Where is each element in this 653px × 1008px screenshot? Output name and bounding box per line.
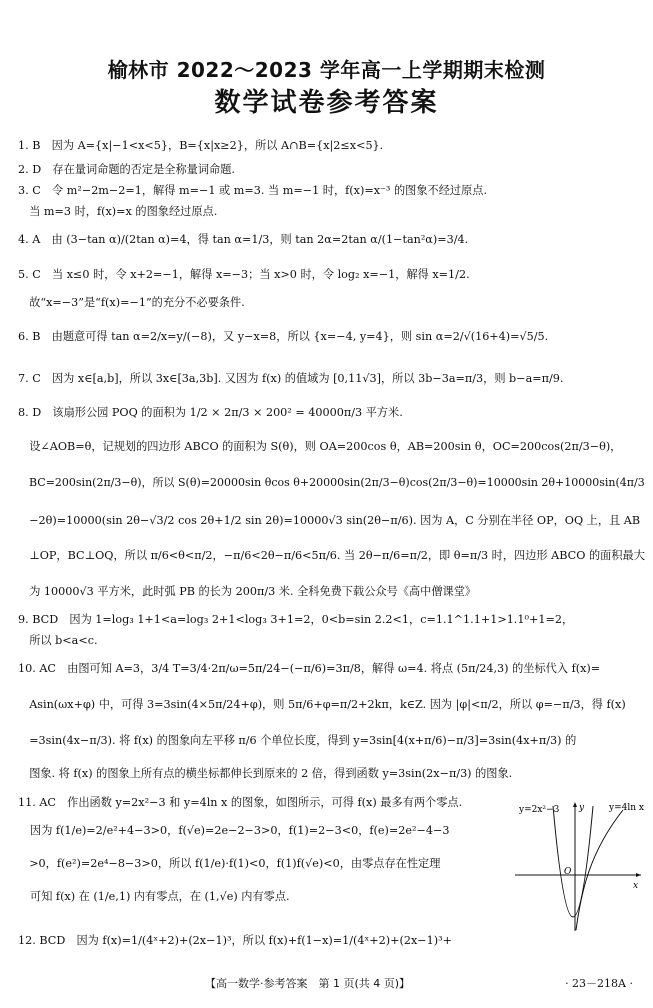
graph-label-log: y=4ln x xyxy=(609,803,644,813)
answer-line: 7. C 因为 x∈[a,b]，所以 3x∈[3a,3b]. 又因为 f(x) 的值域为 [0,11√3]，所以 3b−3a=π/3，则 b−a=π/9. xyxy=(18,372,564,385)
answer-line: >0，f(e²)=2e⁴−8−3>0，所以 f(1/e)·f(1)<0，f(1)f(√e)<0，由零点存在性定理 xyxy=(18,857,441,870)
title-line-2: 数学试卷参考答案 xyxy=(214,88,439,118)
footer-code: · 23－218A · xyxy=(565,977,633,990)
answer-line: 12. BCD 因为 f(x)=1/(4ˣ+2)+(2x−1)³，所以 f(x)+f(1−x)=1/(4ˣ+2)+(2x−1)³+ xyxy=(18,934,453,947)
answer-line: 2. D 存在量词命题的否定是全称量词命题. xyxy=(18,163,235,176)
answer-line: 图象. 将 f(x) 的图象上所有点的横坐标都伸长到原来的 2 倍，得到函数 y=3sin(2x−π/3) 的图象. xyxy=(18,767,513,780)
graph-label-origin: O xyxy=(564,867,572,877)
graph-label-parabola: y=2x²−3 xyxy=(519,805,560,815)
answer-line: 9. BCD 因为 1=log₃ 1+1<a=log₃ 2+1<log₃ 3+1=2，0<b=sin 2.2<1，c=1.1^1.1+1>1.1⁰+1=2， xyxy=(18,613,574,626)
answer-line: 所以 b<a<c. xyxy=(18,634,98,647)
function-graph xyxy=(513,798,645,933)
answer-line: ⊥OP，BC⊥OQ，所以 π/6<θ<π/2，−π/6<2θ−π/6<5π/6. 当 2θ−π/6=π/2，即 θ=π/3 时，四边形 ABCO 的面积最大 xyxy=(18,549,645,562)
answer-line: 4. A 由 (3−tan α)/(2tan α)=4，得 tan α=1/3，则 tan 2α=2tan α/(1−tan²α)=3/4. xyxy=(18,233,469,246)
answer-line: 因为 f(1/e)=2/e²+4−3>0，f(√e)=2e−2−3>0，f(1)=2−3<0，f(e)=2e²−4−3 xyxy=(30,824,450,837)
answer-line: 6. B 由题意可得 tan α=2/x=y/(−8)，又 y−x=8，所以 {x=−4, y=4}，则 sin α=2/√(16+4)=√5/5. xyxy=(18,330,549,343)
answer-line: 10. AC 由图可知 A=3，3/4 T=3/4·2π/ω=5π/24−(−π/6)=3π/8，解得 ω=4. 将点 (5π/24,3) 的坐标代入 f(x)= xyxy=(18,662,601,675)
answer-line: 1. B 因为 A={x|−1<x<5}，B={x|x≥2}，所以 A∩B={x|2≤x<5}. xyxy=(18,139,384,152)
answer-line: −2θ)=10000(sin 2θ−√3/2 cos 2θ+1/2 sin 2θ)=10000√3 sin(2θ−π/6). 因为 A，C 分别在半径 OP，OQ 上，且 AB xyxy=(18,514,641,527)
footer-page-info: 【高一数学·参考答案 第 1 页(共 4 页)】 xyxy=(205,977,411,990)
title-line-1: 榆林市 2022～2023 学年高一上学期期末检测 xyxy=(107,58,546,82)
answer-line: 设∠AOB=θ，记规划的四边形 ABCO 的面积为 S(θ)，则 OA=200cos θ，AB=200sin θ，OC=200cos(2π/3−θ)， xyxy=(18,440,622,453)
answer-line: =3sin(4x−π/3). 将 f(x) 的图象向左平移 π/6 个单位长度，得到 y=3sin[4(x+π/6)−π/3]=3sin(4x+π/3) 的 xyxy=(18,734,577,747)
answer-line: 5. C 当 x≤0 时，令 x+2=−1，解得 x=−3；当 x>0 时，令 log₂ x=−1，解得 x=1/2. xyxy=(18,268,470,281)
graph-x-arrow xyxy=(636,873,641,877)
answer-line: 故“x=−3”是“f(x)=−1”的充分不必要条件. xyxy=(18,296,245,309)
graph-label-y: y xyxy=(579,803,585,813)
graph-log-curve xyxy=(576,810,623,930)
answer-line: BC=200sin(2π/3−θ)，所以 S(θ)=20000sin θcos θ+20000sin(2π/3−θ)cos(2π/3−θ)=10000sin 2θ+10000sin(4π/3 xyxy=(18,476,645,489)
answer-line: 可知 f(x) 在 (1/e,1) 内有零点，在 (1,√e) 内有零点. xyxy=(30,890,290,903)
answer-line: 当 m=3 时，f(x)=x 的图象经过原点. xyxy=(18,205,218,218)
answer-line: 8. D 该扇形公园 POQ 的面积为 1/2 × 2π/3 × 200² = 40000π/3 平方米. xyxy=(18,406,403,419)
answer-line: Asin(ωx+φ) 中，可得 3=3sin(4×5π/24+φ)，则 5π/6+φ=π/2+2kπ，k∈Z. 因为 |φ|<π/2，所以 φ=−π/3，得 f(x) xyxy=(18,698,626,711)
graph-label-x: x xyxy=(633,881,639,891)
answer-line: 为 10000√3 平方米，此时弧 PB 的长为 200π/3 米. 全科免费下载公众号《高中僧课堂》 xyxy=(18,585,477,598)
answer-line: 11. AC 作出函数 y=2x²−3 和 y=4ln x 的图象，如图所示，可得 f(x) 最多有两个零点. xyxy=(18,796,463,809)
graph-y-arrow xyxy=(573,802,577,807)
answer-line: 3. C 令 m²−2m−2=1，解得 m=−1 或 m=3. 当 m=−1 时，f(x)=x⁻³ 的图象不经过原点. xyxy=(18,184,488,197)
graph-parabola xyxy=(553,806,593,917)
